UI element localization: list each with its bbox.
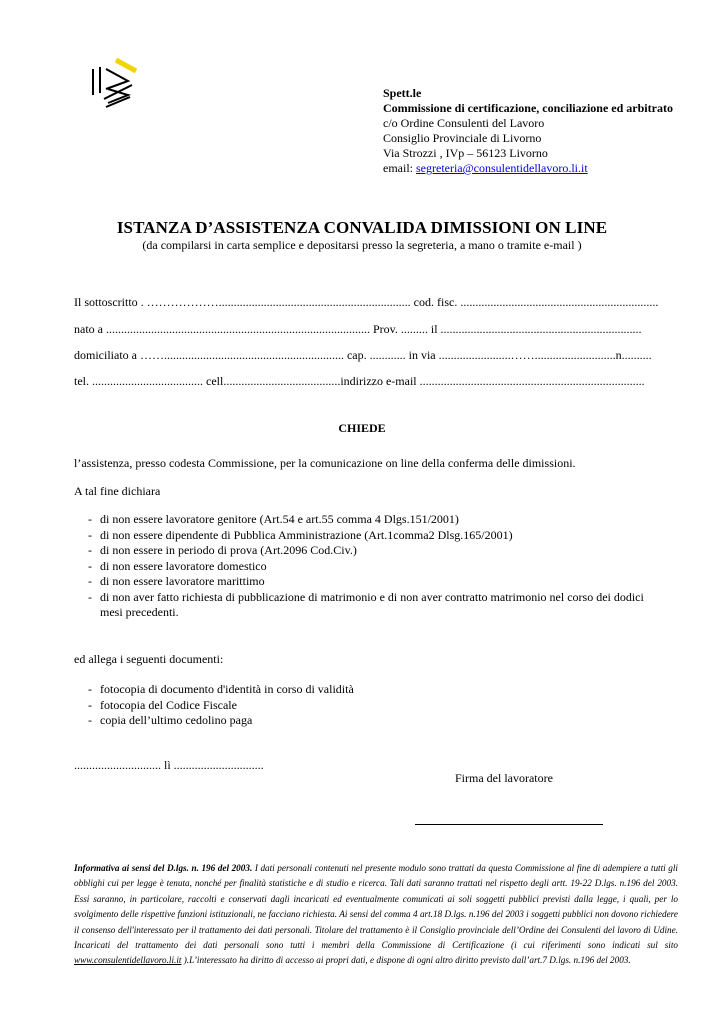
recipient-line-4: Consiglio Provinciale di Livorno [383,131,542,145]
declaration-text: di non essere lavoratore domestico [100,558,267,573]
form-line-contacts[interactable]: tel. ..................................... cell.......................................indirizzo e-mail ........................................................................... [74,374,645,388]
request-text: l’assistenza, presso codesta Commissione, per la comunicazione on line della conferma delle dimissioni. [74,456,576,470]
privacy-website-link[interactable]: www.consulentidellavoro.li.it [74,955,182,966]
dichiara-intro: A tal fine dichiara [74,484,161,498]
form-line-name[interactable]: Il sottoscritto . ………………................................................................ cod. fisc. .................................................................. [74,295,659,309]
documents-list [88,682,668,729]
list-item [88,528,668,544]
dash-bullet: - [88,682,92,696]
recipient-commission: Commissione di certificazione, conciliazione ed arbitrato [383,101,673,115]
email-link[interactable]: segreteria@consulentidellavoro.li.it [416,161,588,175]
document-subtitle: (da compilarsi in carta semplice e depositarsi presso la segreteria, a mano o tramite e-mail ) [142,238,582,252]
recipient-line-5: Via Strozzi , IVp – 56123 Livorno [383,146,548,160]
email-label: email: [383,161,416,175]
dash-bullet: - [88,558,92,573]
recipient-salutation: Spett.le [383,86,422,100]
privacy-body-1: I dati personali contenuti nel presente modulo sono trattati da questa Commissione al fine di adempiere a tutti gli obblighi cui per legge è tenuta, nonché per finalità statistiche e di studio e ricerca. Tali dati saranno trattati nel rispetto degli artt. 19-22 D.lgs. n.196 del 2003. Essi saranno, in particolare, raccolti e conservati dagli incaricati ed eventualmente comunicati ai soli soggetti pubblici previsti dalla legge, i quali, per lo svolgimento delle rispettive funzioni istituzionali, ne facciano richiesta. Ai sensi del comma 4 art.18 D.lgs. n.196 del 2003 i soggetti pubblici non dovono richiedere il consenso dell'interessato per il trattamento dei dati personali. Titolare del trattamento è il Consiglio provinciale dell’Ordine dei Consulenti del lavoro di Udine. Incaricati del trattamento dei dati personali sono tutti i membri della Commissione di Certificazione (i cui riferimenti sono indicati sul sito [74,863,678,951]
list-item [88,559,668,575]
declaration-text: di non essere in periodo di prova (Art.2096 Cod.Civ.) [100,543,357,557]
list-item [88,698,668,714]
document-text: fotocopia del Codice Fiscale [100,697,237,712]
form-line-birth[interactable]: nato a ........................................................................................ Prov. ......... il ................................................................... [74,322,642,336]
dash-bullet: - [88,574,92,588]
chiede-heading: CHIEDE [338,421,386,435]
form-line-address[interactable]: domiciliato a ……............................................................ cap. ............ in via ........................……...........................n.......... [74,348,652,362]
privacy-body-2: ).L’interessato ha diritto di accesso ai propri dati, e dispone di ogni altro diritto previsto dall’art.7 D.lgs. n.196 del 2003. [181,955,631,966]
signature-label: Firma del lavoratore [455,771,553,785]
dash-bullet: - [88,543,92,557]
list-item [88,682,668,698]
list-item [88,574,668,590]
list-item [88,512,668,528]
declaration-text: di non essere lavoratore marittimo [100,574,265,588]
dash-bullet: - [88,512,92,526]
privacy-heading: Informativa ai sensi del D.lgs. n. 196 del 2003. [74,863,253,873]
privacy-notice [74,861,678,969]
document-text: fotocopia di documento d'identità in corso di validità [100,682,354,696]
list-item [88,543,668,559]
recipient-line-3: c/o Ordine Consulenti del Lavoro [383,116,545,130]
declaration-text: di non aver fatto richiesta di pubblicazione di matrimonio e di non aver contratto matrimonio nel corso dei dodici mesi precedenti. [100,589,644,619]
declaration-text: di non essere dipendente di Pubblica Amministrazione (Art.1comma2 Dlsg.165/2001) [100,527,513,542]
declarations-list [88,512,668,621]
dash-bullet: - [88,527,92,542]
place-date-field[interactable]: ............................. lì .............................. [74,758,264,772]
dash-bullet: - [88,589,92,604]
list-item [88,713,668,729]
document-text: copia dell’ultimo cedolino paga [100,713,253,727]
certification-logo-icon [88,55,140,113]
recipient-email-line [383,161,673,176]
list-item [88,590,668,621]
allega-intro: ed allega i seguenti documenti: [74,652,224,666]
signature-line[interactable] [415,824,603,825]
dash-bullet: - [88,713,92,727]
document-title: ISTANZA D’ASSISTENZA CONVALIDA DIMISSIONI ON LINE [116,218,608,237]
recipient-address [383,86,673,176]
declaration-text: di non essere lavoratore genitore (Art.54 e art.55 comma 4 Dlgs.151/2001) [100,512,459,526]
dash-bullet: - [88,697,92,712]
